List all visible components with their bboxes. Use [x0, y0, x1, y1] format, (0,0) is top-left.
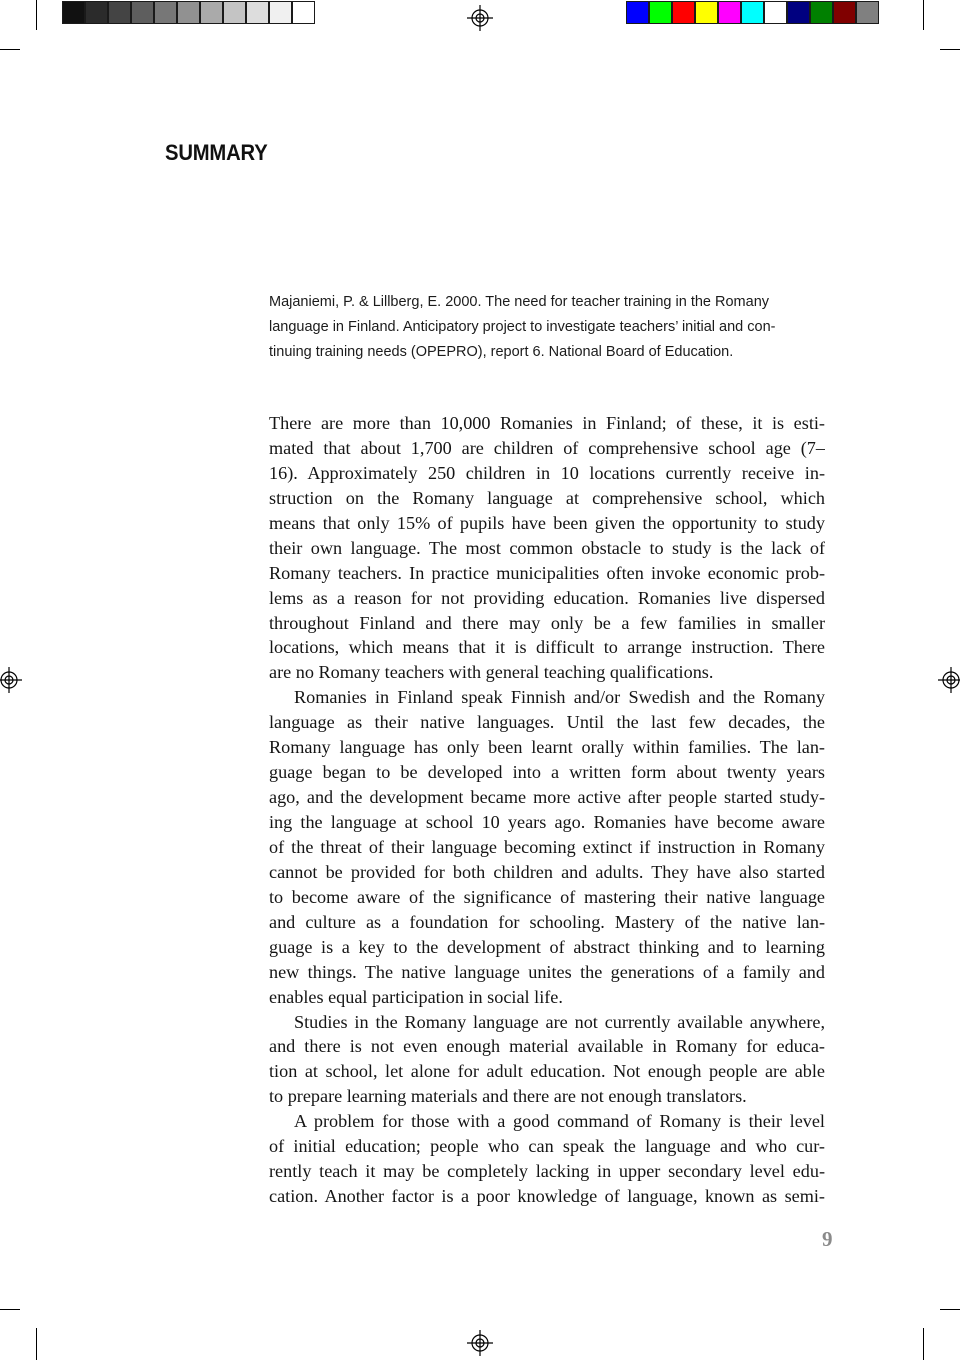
body-line: to become aware of the significance of mastering their native language	[269, 886, 825, 907]
color-swatch	[695, 1, 718, 24]
body-line: are no Romany teachers with general teaching qualifications.	[269, 662, 714, 683]
page-number: 9	[822, 1227, 833, 1251]
body-line: and there is not even enough material available in Romany for educa-	[269, 1036, 825, 1057]
body-line: of initial education; people who can speak the language and who cur-	[269, 1136, 825, 1157]
crop-mark	[36, 0, 37, 30]
body-line: new things. The native language unites the generations of a family and	[269, 961, 825, 982]
body-line: throughout Finland and there may only be a few families in smaller	[269, 612, 825, 633]
grayscale-swatch	[292, 1, 315, 24]
body-line: ago, and the development became more active after people started study-	[269, 787, 825, 808]
crop-mark	[940, 1309, 960, 1310]
body-line: Romany language has only been learnt orally within families. The lan-	[269, 737, 825, 758]
crop-mark	[0, 1309, 20, 1310]
body-line: A problem for those with a good command of Romany is their level	[294, 1111, 825, 1132]
body-line: guage is a key to the development of abstract thinking and to learning	[269, 936, 825, 957]
grayscale-swatch	[62, 1, 85, 24]
color-swatch	[787, 1, 810, 24]
body-line: to prepare learning materials and there are not enough translators.	[269, 1086, 747, 1107]
grayscale-swatch	[108, 1, 131, 24]
body-line: means that only 15% of pupils have been given the opportunity to study	[269, 512, 825, 533]
color-swatch	[833, 1, 856, 24]
body-line: mated that about 1,700 are children of comprehensive school age (7–	[269, 437, 825, 458]
grayscale-swatch	[246, 1, 269, 24]
citation-line: Majaniemi, P. & Lillberg, E. 2000. The need for teacher training in the Romany	[269, 294, 770, 310]
crop-mark	[923, 0, 924, 30]
grayscale-swatch	[269, 1, 292, 24]
grayscale-swatch	[177, 1, 200, 24]
grayscale-swatch	[223, 1, 246, 24]
color-swatch	[810, 1, 833, 24]
crop-mark	[923, 1328, 924, 1360]
registration-mark-right-icon	[938, 667, 960, 693]
body-line: Studies in the Romany language are not currently available anywhere,	[294, 1011, 825, 1032]
crop-mark	[0, 49, 20, 50]
grayscale-swatch	[131, 1, 154, 24]
grayscale-swatch	[85, 1, 108, 24]
color-swatch	[764, 1, 787, 24]
body-line: and culture as a foundation for schooling. Mastery of the native lan-	[269, 911, 825, 932]
body-line: their own language. The most common obstacle to study is the lack of	[269, 537, 825, 558]
grayscale-calibration-bar	[62, 1, 315, 25]
citation-line: tinuing training needs (OPEPRO), report 6. National Board of Education.	[269, 344, 734, 360]
body-line: There are more than 10,000 Romanies in Finland; of these, it is esti-	[269, 413, 825, 433]
grayscale-swatch	[200, 1, 223, 24]
color-swatch	[649, 1, 672, 24]
body-line: locations, which means that it is difficult to arrange instruction. There	[269, 637, 825, 658]
color-swatch	[856, 1, 879, 24]
citation-line: language in Finland. Anticipatory project to investigate teachers’ initial and con-	[269, 319, 776, 335]
body-line: enables equal participation in social life.	[269, 986, 563, 1007]
body-line: Romanies in Finland speak Finnish and/or Swedish and the Romany	[294, 687, 825, 708]
body-line: lems as a reason for not providing education. Romanies live dispersed	[269, 587, 825, 608]
grayscale-swatch	[154, 1, 177, 24]
crop-mark	[36, 1328, 37, 1360]
body-line: struction on the Romany language at comprehensive school, which	[269, 487, 825, 508]
body-line: tion at school, let alone for adult education. Not enough people are able	[269, 1061, 825, 1082]
citation-block	[269, 290, 829, 365]
body-line: of the threat of their language becoming extinct if instruction in Romany	[269, 836, 825, 857]
color-calibration-bar	[626, 1, 879, 25]
body-line: language as their native languages. Until the last few decades, the	[269, 712, 825, 733]
registration-mark-top-icon	[467, 5, 493, 31]
registration-mark-left-icon	[0, 667, 22, 693]
body-line: rently teach it may be completely lacking in upper secondary level edu-	[269, 1161, 825, 1182]
color-swatch	[741, 1, 764, 24]
color-swatch	[626, 1, 649, 24]
body-line: 16). Approximately 250 children in 10 locations currently receive in-	[269, 462, 825, 483]
color-swatch	[718, 1, 741, 24]
registration-mark-bottom-icon	[467, 1330, 493, 1356]
color-swatch	[672, 1, 695, 24]
crop-mark	[940, 49, 960, 50]
body-line: Romany teachers. In practice municipalities often invoke economic prob-	[269, 562, 825, 583]
body-line: ing the language at school 10 years ago. Romanies have become aware	[269, 812, 825, 832]
body-line: cannot be provided for both children and adults. They have also started	[269, 861, 825, 882]
summary-body	[269, 411, 825, 1209]
body-line: guage began to be developed into a written form about twenty years	[269, 762, 825, 783]
page-title: SUMMARY	[165, 140, 268, 165]
body-line: cation. Another factor is a poor knowledge of language, known as semi-	[269, 1186, 825, 1207]
